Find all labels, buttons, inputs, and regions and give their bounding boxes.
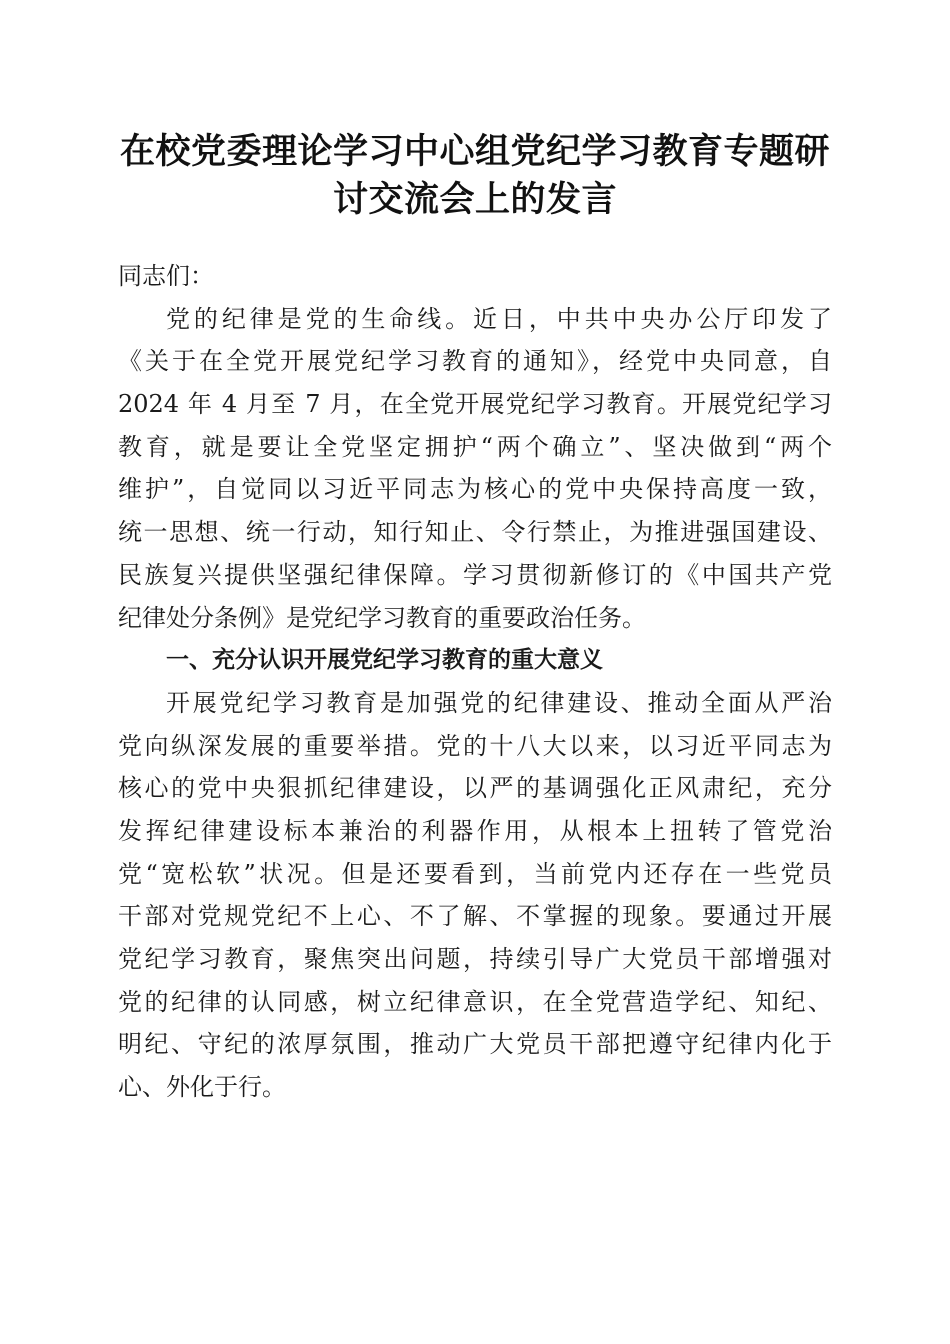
paragraph-line: 党向纵深发展的重要举措。党的十八大以来，以习近平同志为 xyxy=(118,731,832,760)
paragraph-line: 核心的党中央狠抓纪律建设，以严的基调强化正风肃纪，充分 xyxy=(118,774,832,803)
paragraph-line: 党的纪律的认同感，树立纪律意识，在全党营造学纪、知纪、 xyxy=(118,987,832,1016)
paragraph-line: 统一思想、统一行动，知行知止、令行禁止，为推进强国建设、 xyxy=(118,518,832,547)
paragraph-line: 开展党纪学习教育是加强党的纪律建设、推动全面从严治 xyxy=(166,688,832,717)
paragraph-line: 明纪、守纪的浓厚氛围，推动广大党员干部把遵守纪律内化于 xyxy=(118,1030,832,1059)
paragraph-2 xyxy=(118,682,832,1109)
document-title xyxy=(100,128,850,224)
salutation: 同志们： xyxy=(118,262,214,290)
paragraph-line: 纪律处分条例》是党纪学习教育的重要政治任务。 xyxy=(118,603,646,632)
paragraph-line: 干部对党规党纪不上心、不了解、不掌握的现象。要通过开展 xyxy=(118,902,832,931)
paragraph-line: 民族复兴提供坚强纪律保障。学习贯彻新修订的《中国共产党 xyxy=(118,560,832,589)
paragraph-line: 党的纪律是党的生命线。近日，中共中央办公厅印发了 xyxy=(166,304,832,333)
paragraph-line: 维护”，自觉同以习近平同志为核心的党中央保持高度一致， xyxy=(118,475,832,504)
paragraph-line: 党纪学习教育，聚焦突出问题，持续引导广大党员干部增强对 xyxy=(118,945,832,973)
paragraph-line: 2024 年 4 月至 7 月，在全党开展党纪学习教育。开展党纪学习 xyxy=(118,390,832,419)
paragraph-1 xyxy=(118,298,832,640)
title-line: 讨交流会上的发言 xyxy=(332,179,617,220)
title-line: 在校党委理论学习中心组党纪学习教育专题研 xyxy=(119,131,830,172)
document-body xyxy=(118,255,832,1109)
paragraph-line: 发挥纪律建设标本兼治的利器作用，从根本上扭转了管党治 xyxy=(118,816,832,845)
paragraph-line: 心、外化于行。 xyxy=(118,1073,286,1102)
paragraph-line: 教育，就是要让全党坚定拥护“两个确立”、坚决做到“两个 xyxy=(118,432,832,461)
paragraph-line: 《关于在全党开展党纪学习教育的通知》，经党中央同意，自 xyxy=(118,347,832,376)
section-heading: 一、充分认识开展党纪学习教育的重大意义 xyxy=(166,647,603,674)
paragraph-line: 党“宽松软”状况。但是还要看到，当前党内还存在一些党员 xyxy=(118,859,832,888)
